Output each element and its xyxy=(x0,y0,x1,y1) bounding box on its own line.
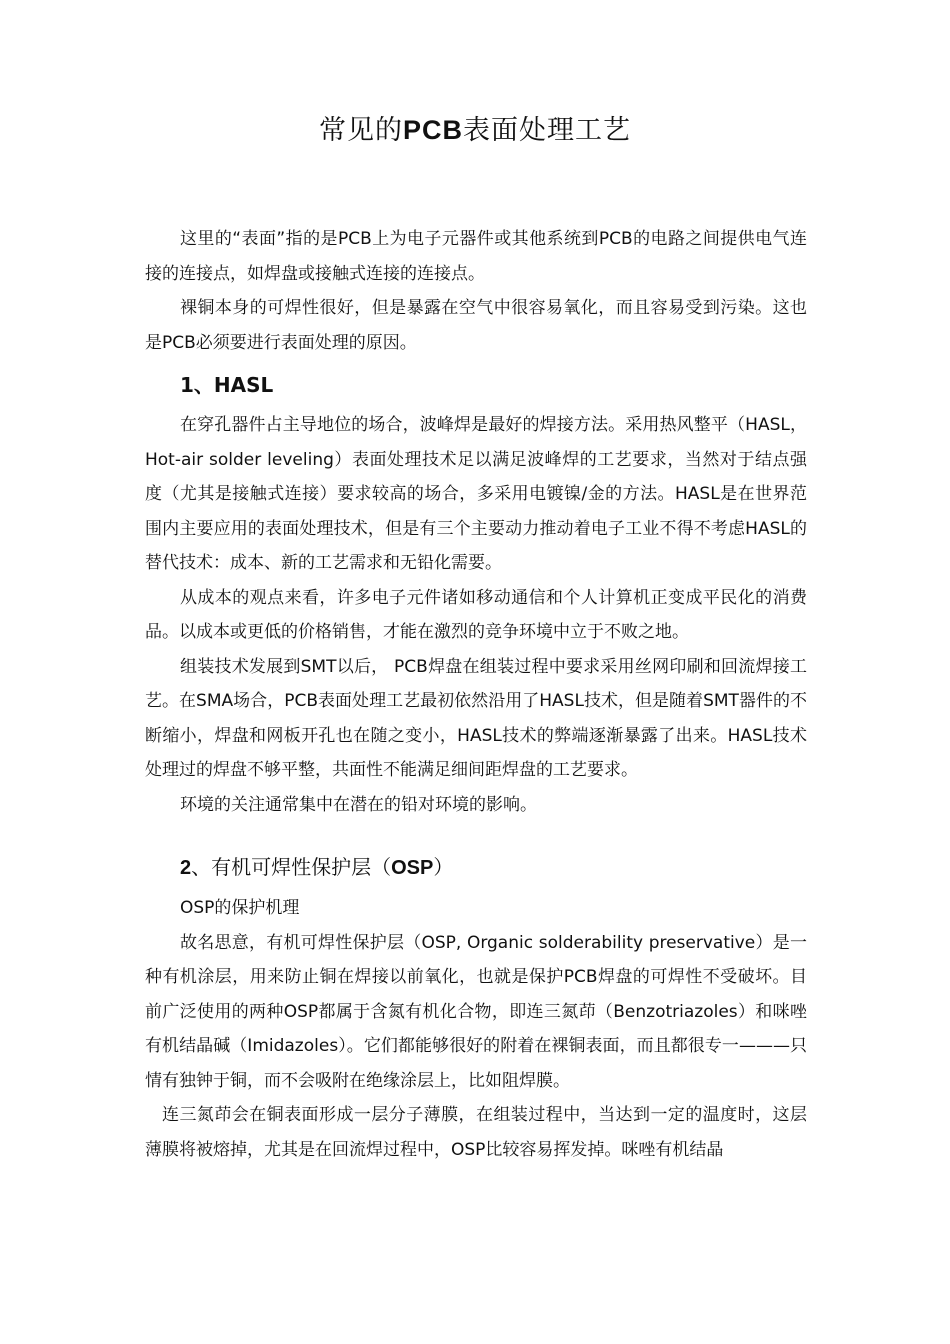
heading-abbr: OSP xyxy=(391,857,434,879)
hasl-paragraph: 在穿孔器件占主导地位的场合，波峰焊是最好的焊接方法。采用热风整平（HASL， Hot-air solder leveling）表面处理技术足以满足波峰焊的工艺要求，当然对于结点强度（尤其是接触式连接）要求较高的场合，多采用电镀镍/金的方法。HASL是在世界范围内主要应用的表面处理技术，但是有三个主要动力推动着电子工业不得不考虑HASL的替代技术：成本、新的工艺需求和无铅化需要。 xyxy=(145,415,807,573)
osp-paragraph-last: 连三氮茚会在铜表面形成一层分子薄膜，在组装过程中，当达到一定的温度时，这层薄膜将被熔掉，尤其是在回流焊过程中，OSP比较容易挥发掉。咪唑有机结晶 xyxy=(145,1105,807,1160)
document-title xyxy=(0,108,950,147)
heading-text: 、有机可焊性保护层（ xyxy=(191,855,392,879)
osp-paragraph: 故名思意，有机可焊性保护层（OSP, Organic solderability preservative）是一种有机涂层，用来防止铜在焊接以前氧化，也就是保护PCB焊盘的可焊性不受破坏。目前广泛使用的两种OSP都属于含氮有机化合物，即连三氮茚（Benzotriazoles）和咪唑有机结晶碱（Imidazoles）。它们都能够很好的附着在裸铜表面，而且都很专一———只情有独钟于铜，而不会吸附在绝缘涂层上，比如阻焊膜。 xyxy=(145,932,807,1091)
hasl-paragraph: 从成本的观点来看，许多电子元件诸如移动通信和个人计算机正变成平民化的消费品。以成本或更低的价格销售，才能在激烈的竞争环境中立于不败之地。 xyxy=(145,587,807,642)
title-prefix: 常见的 xyxy=(318,115,403,146)
section-heading-osp xyxy=(145,850,807,885)
intro-paragraph: 裸铜本身的可焊性很好，但是暴露在空气中很容易氧化，而且容易受到污染。这也是PCB必须要进行表面处理的原因。 xyxy=(145,298,807,353)
hasl-paragraph: 环境的关注通常集中在潜在的铅对环境的影响。 xyxy=(180,794,537,815)
osp-subheading: OSP的保护机理 xyxy=(180,898,300,918)
heading-number: 2 xyxy=(180,857,192,879)
intro-paragraph: 这里的“表面”指的是PCB上为电子元器件或其他系统到PCB的电路之间提供电气连接的连接点，如焊盘或接触式连接的连接点。 xyxy=(145,229,807,284)
section-heading-hasl: 1、HASL xyxy=(180,373,274,397)
document-body xyxy=(145,222,807,1167)
hasl-paragraph: 组装技术发展到SMT以后， PCB焊盘在组装过程中要求采用丝网印刷和回流焊接工艺。在SMA场合，PCB表面处理工艺最初依然沿用了HASL技术，但是随着SMT器件的不断缩小，焊盘和网板开孔也在随之变小，HASL技术的弊端逐渐暴露了出来。HASL技术处理过的焊盘不够平整，共面性不能满足细间距焊盘的工艺要求。 xyxy=(145,656,807,780)
heading-close: ） xyxy=(433,855,454,879)
title-suffix: 表面处理工艺 xyxy=(463,115,631,146)
title-bold: PCB xyxy=(402,115,463,145)
